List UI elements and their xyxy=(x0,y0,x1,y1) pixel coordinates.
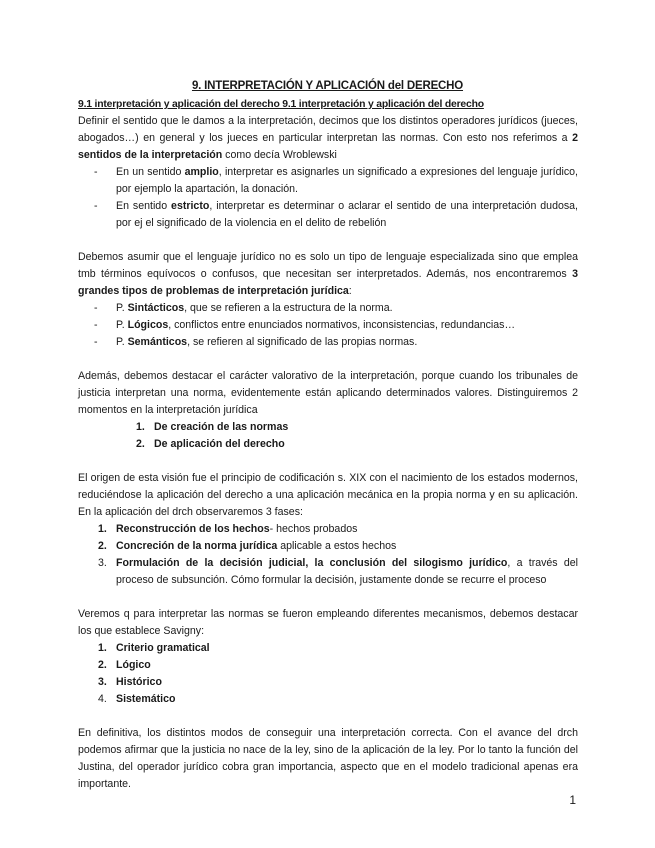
bold-run: 3 grandes tipos de problemas de interpretación jurídica xyxy=(78,268,578,297)
text-run: , a través del proceso de subsunción. Cómo formular la decisión, justamente donde se recurre el proceso xyxy=(116,557,579,586)
list-item xyxy=(78,436,578,453)
text-run: , que se refieren a la estructura de la norma. xyxy=(184,302,393,314)
list-item xyxy=(78,317,578,334)
bold-run: Semánticos xyxy=(127,336,188,348)
text-run: : xyxy=(348,285,352,297)
paragraph-origin: El origen de esta visión fue el principio de codificación s. XIX con el nacimiento de los estados modernos, reduciéndose la aplicación del derecho a una aplicación mecánica en la propia norma y en su aplicación. En la aplicación del drch observaremos 3 fases: xyxy=(78,472,578,518)
bold-run: Reconstrucción de los hechos xyxy=(116,523,270,535)
text-run: , conflictos entre enunciados normativos, inconsistencias, redundancias… xyxy=(168,319,516,331)
list-text: Sistemático xyxy=(116,693,176,705)
bold-run: amplio xyxy=(184,166,219,178)
paragraph-problems-intro xyxy=(78,249,578,300)
bold-run: Lógicos xyxy=(127,319,169,331)
list-item xyxy=(78,198,578,232)
list-number: 2. xyxy=(98,659,107,671)
text-run: , interpretar es asignarles un significado a expresiones del lenguaje jurídico, por ejemplo la apartación, la donación. xyxy=(116,166,578,195)
text-run: - hechos probados xyxy=(269,523,358,535)
text-run: P. xyxy=(116,302,128,314)
bold-run: 2 sentidos de la interpretación xyxy=(78,132,578,161)
text-run: P. xyxy=(116,336,128,348)
text-run: Debemos asumir que el lenguaje jurídico no es solo un tipo de lenguaje especializada sino que emplea tmb términos equívocos o confusos, que necesitan ser interpretados. Además, nos encontraremos xyxy=(78,251,578,280)
list-item xyxy=(78,674,578,691)
phases-list xyxy=(78,521,578,589)
list-item xyxy=(78,164,578,198)
list-item xyxy=(78,334,578,351)
list-item xyxy=(78,300,578,317)
list-text: Histórico xyxy=(116,676,162,688)
list-number: 4. xyxy=(98,693,107,705)
list-number: 2. xyxy=(98,540,107,552)
text-run: aplicable a estos hechos xyxy=(277,540,397,552)
bold-run: Concreción de la norma jurídica xyxy=(116,540,278,552)
text-run: En un sentido xyxy=(116,166,185,178)
list-number: 3. xyxy=(98,676,107,688)
paragraph-conclusion: En definitiva, los distintos modos de conseguir una interpretación correcta. Con el avance del drch podemos afirmar que la justicia no nace de la ley, sino de la aplicación de la ley. Por lo tanto la función del Justina, del operador jurídico cobra gran importancia, aspecto que en el modelo tradicional apenas era importante. xyxy=(78,727,578,790)
text-run: , se refieren al significado de las propias normas. xyxy=(187,336,418,348)
document-body xyxy=(78,96,578,793)
text-run: En sentido xyxy=(116,200,172,212)
paragraph-valuative: Además, debemos destacar el carácter valorativo de la interpretación, porque cuando los tribunales de justicia interpretan una norma, evidentemente están aplicando determinados valores. Distinguiremos 2 momentos en la interpretación jurídica xyxy=(78,370,578,416)
list-text: Criterio gramatical xyxy=(116,642,210,654)
list-item xyxy=(78,640,578,657)
bold-run: Formulación de la decisión judicial, la conclusión del silogismo jurídico xyxy=(116,557,508,569)
page-number: 1 xyxy=(569,793,576,807)
list-text: De aplicación del derecho xyxy=(154,438,285,450)
text-run: , interpretar es determinar o aclarar el sentido de una interpretación dudosa, por ej el significado de la violencia en el delito de rebelión xyxy=(116,200,578,229)
text-run: P. xyxy=(116,319,128,331)
list-number: 1. xyxy=(136,421,145,433)
list-item xyxy=(78,657,578,674)
section-subheading: 9.1 interpretación y aplicación del derecho 9.1 interpretación y aplicación del derecho xyxy=(78,99,484,110)
list-number: 1. xyxy=(98,642,107,654)
list-number: 2. xyxy=(136,438,145,450)
list-number: 3. xyxy=(98,557,107,569)
problems-list xyxy=(78,300,578,351)
list-item xyxy=(78,521,578,538)
list-item xyxy=(78,419,578,436)
list-item xyxy=(78,555,578,589)
bold-run: estricto xyxy=(171,200,210,212)
senses-list xyxy=(78,164,578,232)
list-text: Lógico xyxy=(116,659,151,671)
list-item xyxy=(78,691,578,708)
list-item xyxy=(78,538,578,555)
list-text: De creación de las normas xyxy=(154,421,289,433)
criteria-list xyxy=(78,640,578,708)
paragraph-senses-intro xyxy=(78,113,578,164)
text-run: como decía Wroblewski xyxy=(222,149,337,161)
moments-list xyxy=(78,419,578,453)
list-number: 1. xyxy=(98,523,107,535)
page-title: 9. INTERPRETACIÓN Y APLICACIÓN del DERECHO xyxy=(191,80,464,92)
paragraph-savigny: Veremos q para interpretar las normas se fueron empleando diferentes mecanismos, debemos destacar los que establece Savigny: xyxy=(78,608,578,637)
text-run: Definir el sentido que le damos a la interpretación, decimos que los distintos operadores jurídicos (jueces, abogados…) en general y los jueces en particular interpretan las normas. Con esto nos referimos a xyxy=(78,115,578,144)
bold-run: Sintácticos xyxy=(127,302,185,314)
